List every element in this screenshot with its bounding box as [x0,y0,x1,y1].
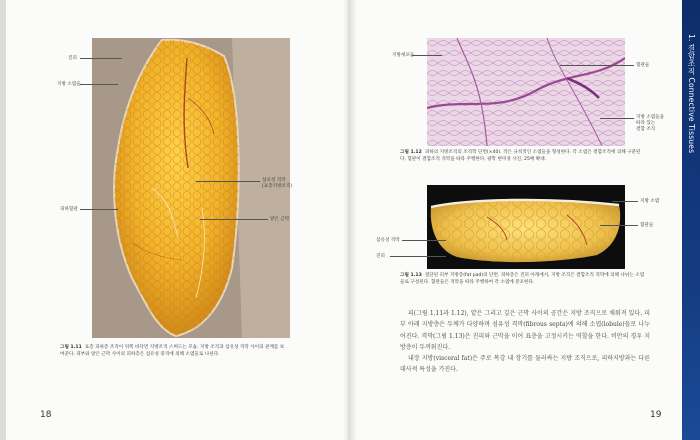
caption-label: 그림 1.11 [60,345,82,350]
page-number-right: 19 [650,410,662,420]
label-gross-skin: 지방 소엽 [640,199,660,204]
body-paragraph: 내장 지방(visceral fat)은 주로 복강 내 장기를 둘러싸는 지방 조직으로, 피하지방과는 다른 대사적 특성을 가진다. [400,355,650,374]
leader-line [560,65,634,66]
label-gross-fat-lobules: 혈관들 [640,223,654,228]
caption-label: 그림 1.13 [400,273,422,278]
label-gross-septum: 섬유성 격막 [376,238,400,243]
gross-fat-photo [427,185,625,269]
leader-line [600,225,638,226]
leader-line [200,219,268,220]
leader-line [402,240,446,241]
figure-caption-1-13 [400,273,645,286]
label-adipocytes: 지방세포들 [392,53,415,58]
leader-line [390,256,446,257]
label-subcutaneous-fat: 지방 소엽들 [57,82,81,87]
book-gutter [343,0,357,440]
label-nerve-line1: 섬유성 격막 [262,178,286,183]
body-paragraph: 피(그림 1.11과 1.12), 얕은 그리고 깊은 근막 사이의 공간은 지방 조직으로 채워져 있다. 피부 아래 지방층은 두께가 다양하며 섬유성 격막(fibrous septa)에 의해 소엽(lobule)들로 나누어진다. 격막(그림 1.13)은 진피와 근막을 이어 표층을 고정시키는 역할을 한다. 비만의 경우 지방층이 두꺼워진다. [400,310,650,351]
label-cluster-line3: 결합 조직 [636,127,656,132]
leader-line [412,55,442,56]
caption-text: 표층 피하층 조직이 뒤쪽 바닥면 지방조직 스며드는 모습. 지방 조직과 섬유성 격막 사이의 관계를 보여준다. 피부와 얕은 근막 사이의 피하층은 섬유성 중격에 의해 소엽들로 나뉜다. [60,345,285,357]
leader-line [80,58,122,59]
gross-fat-illustration [427,185,625,269]
caption-text: 절단된 피부 지방층(fat pad)의 단면. 피하층은 진피 아래에서, 지방 조직은 결합조직 격막에 의해 나뉘는 소엽들로 구성된다. 혈관들은 격막을 따라 주행하여 각 소엽에 분포한다. [400,273,645,285]
leader-line [80,84,118,85]
body-text [400,308,650,376]
label-superficial-fascia: 피하혈관 [60,207,78,212]
label-cluster-line1: 지방 소엽들을 [636,115,665,120]
figure-caption-1-11 [60,345,285,358]
label-nerve-line2: (표층지방조직) [262,184,293,189]
leader-line [600,118,634,119]
leader-line [612,201,638,202]
leader-line [196,181,260,182]
label-gross-dermis: 진피 [376,254,385,259]
label-skin: 진피 [68,56,77,61]
label-deep-fascia: 얕은 근막 [270,217,290,222]
histology-illustration [427,38,625,146]
chapter-tab-label: 1. 결합조직 Connective Tissues [687,34,696,154]
caption-text: 피하의 지방조직의 조직학 단면(×40). 작은 규칙적인 소엽들을 형성한다. 각 소엽은 결합조직에 의해 구분된다. 혈관이 결합조직 격막을 따라 주행한다. 광학 현미경 사진, 25배 확대. [400,150,641,162]
page-number-left: 18 [40,410,52,420]
leader-line [80,209,118,210]
histology-photo [427,38,625,146]
chapter-tab [682,0,700,440]
figure-caption-1-12 [400,150,645,163]
label-capillary: 혈관들 [636,63,650,68]
dissection-photo [92,38,293,338]
caption-label: 그림 1.12 [400,150,422,155]
label-cluster-line2: 따라 있는 [636,121,656,126]
dissection-illustration [92,38,293,338]
page-edge [0,0,6,440]
